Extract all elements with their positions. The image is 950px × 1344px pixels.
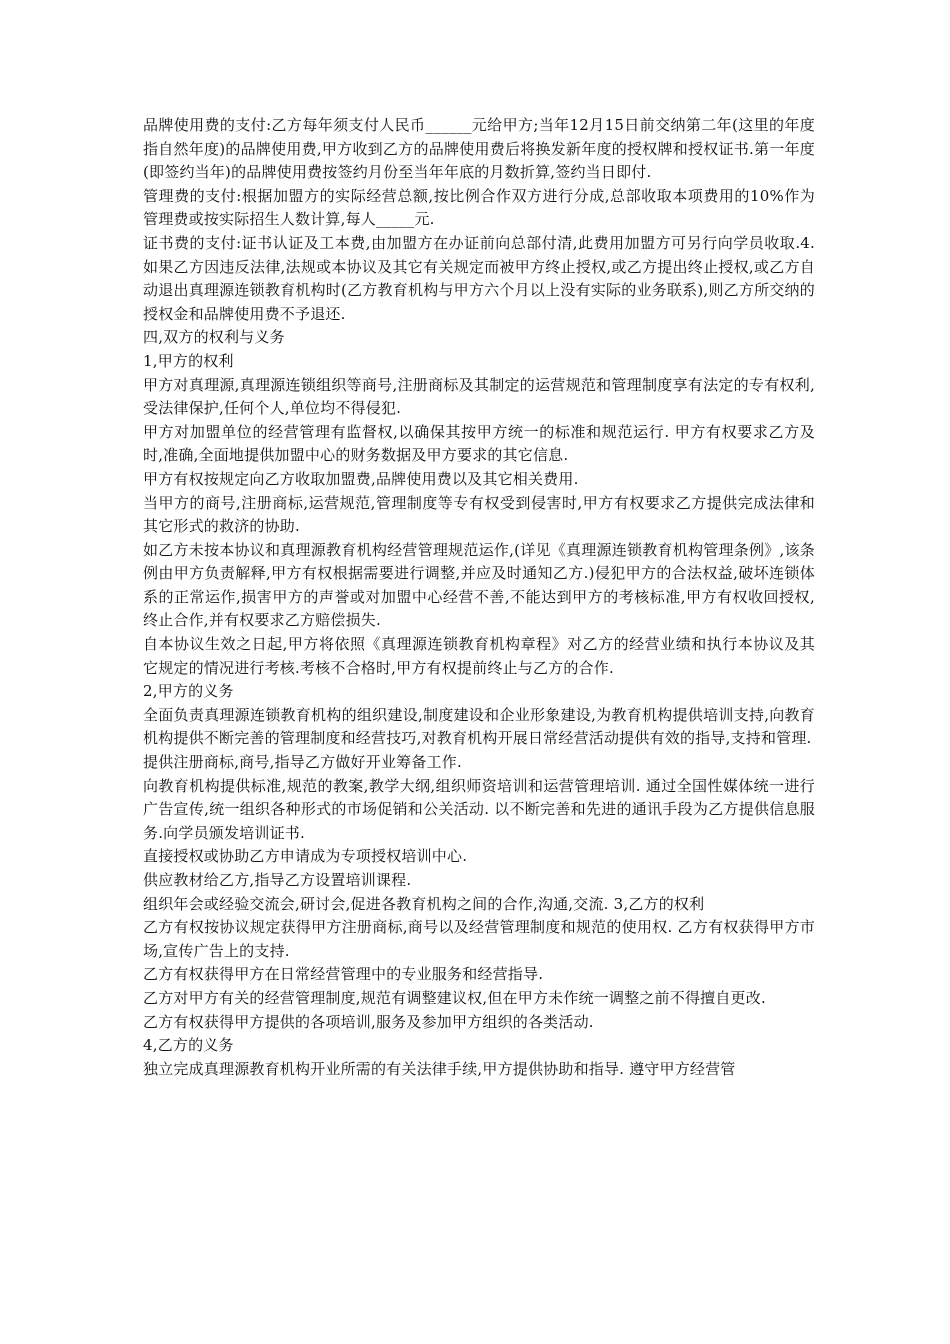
paragraph: 乙方对甲方有关的经营管理制度,规范有调整建议权,但在甲方未作统一调整之前不得擅自更改. bbox=[143, 988, 766, 1007]
paragraph: 全面负责真理源连锁教育机构的组织建设,制度建设和企业形象建设,为教育机构提供培训支持,向教育机构提供不断完善的管理制度和经营技巧,对教育机构开展日常经营活动提供有效的指导,支持和管理. bbox=[143, 705, 815, 748]
paragraph: 乙方有权按协议规定获得甲方注册商标,商号以及经营管理制度和规范的使用权. 乙方有权获得甲方市场,宣传广告上的支持. bbox=[143, 918, 815, 960]
paragraph-brand-fee: 品牌使用费的支付:乙方每年须支付人民币______元给甲方;当年12月15日前交纳第二年(这里的年度指自然年度)的品牌使用费,甲方收到乙方的品牌使用费后将换发新年度的授权牌和授权证书.第一年度(即签约当年)的品牌使用费按签约月份至当年年底的月数折算,签约当日即付. bbox=[143, 116, 815, 182]
paragraph-management-fee: 管理费的支付:根据加盟方的实际经营总额,按比例合作双方进行分成,总部收取本项费用的10%作为管理费或按实际招生人数计算,每人_____元. bbox=[143, 186, 815, 229]
paragraph: 自本协议生效之日起,甲方将依照《真理源连锁教育机构章程》对乙方的经营业绩和执行本协议及其它规定的情况进行考核.考核不合格时,甲方有权提前终止与乙方的合作. bbox=[143, 635, 815, 677]
paragraph: 乙方有权获得甲方在日常经营管理中的专业服务和经营指导. bbox=[143, 965, 544, 984]
paragraph: 当甲方的商号,注册商标,运营规范,管理制度等专有权受到侵害时,甲方有权要求乙方提供完成法律和其它形式的救济的协助. bbox=[143, 493, 815, 536]
paragraph: 乙方有权获得甲方提供的各项培训,服务及参加甲方组织的各类活动. bbox=[143, 1012, 594, 1031]
paragraph: 甲方对加盟单位的经营管理有监督权,以确保其按甲方统一的标准和规范运行. 甲方有权要求乙方及时,准确,全面地提供加盟中心的财务数据及甲方要求的其它信息. bbox=[143, 422, 815, 465]
paragraph-certificate-fee: 证书费的支付:证书认证及工本费,由加盟方在办证前向总部付清,此费用加盟方可另行向学员收取.4. 如果乙方因违反法律,法规或本协议及其它有关规定而被甲方终止授权,或乙方提出终止授权,或乙方自动退出真理源连锁教育机构时(乙方教育机构与甲方六个月以上没有实际的业务联系),则乙方所交纳的授权金和品牌使用费不予退还. bbox=[143, 233, 815, 323]
paragraph: 独立完成真理源教育机构开业所需的有关法律手续,甲方提供协助和指导. 遵守甲方经营管 bbox=[143, 1059, 736, 1078]
subheading-party-a-rights: 1,甲方的权利 bbox=[143, 351, 234, 370]
document-body bbox=[143, 114, 815, 1081]
paragraph: 向教育机构提供标准,规范的教案,教学大纲,组织师资培训和运营管理培训. 通过全国性媒体统一进行广告宣传,统一组织各种形式的市场促销和公关活动. 以不断完善和先进的通讯手段为乙方提供信息服务.向学员颁发培训证书. bbox=[143, 776, 815, 842]
section-heading-rights-obligations: 四,双方的权利与义务 bbox=[143, 328, 285, 347]
subheading-party-b-obligations: 4,乙方的义务 bbox=[143, 1036, 234, 1055]
paragraph: 组织年会或经验交流会,研讨会,促进各教育机构之间的合作,沟通,交流. 3,乙方的权利 bbox=[143, 894, 705, 913]
paragraph: 直接授权或协助乙方申请成为专项授权培训中心. bbox=[143, 847, 468, 866]
paragraph: 甲方有权按规定向乙方收取加盟费,品牌使用费以及其它相关费用. bbox=[143, 469, 579, 488]
paragraph: 甲方对真理源,真理源连锁组织等商号,注册商标及其制定的运营规范和管理制度享有法定的专有权利,受法律保护,任何个人,单位均不得侵犯. bbox=[143, 375, 815, 418]
paragraph: 如乙方未按本协议和真理源教育机构经营管理规范运作,(详见《真理源连锁教育机构管理条例》,该条例由甲方负责解释,甲方有权根据需要进行调整,并应及时通知乙方.)侵犯甲方的合法权益,破坏连锁体系的正常运作,损害甲方的声誉或对加盟中心经营不善,不能达到甲方的考核标准,甲方有权收回授权,终止合作,并有权要求乙方赔偿损失. bbox=[143, 540, 815, 630]
paragraph: 供应教材给乙方,指导乙方设置培训课程. bbox=[143, 871, 412, 889]
paragraph: 提供注册商标,商号,指导乙方做好开业筹备工作. bbox=[143, 753, 462, 772]
subheading-party-a-obligations: 2,甲方的义务 bbox=[143, 682, 234, 701]
